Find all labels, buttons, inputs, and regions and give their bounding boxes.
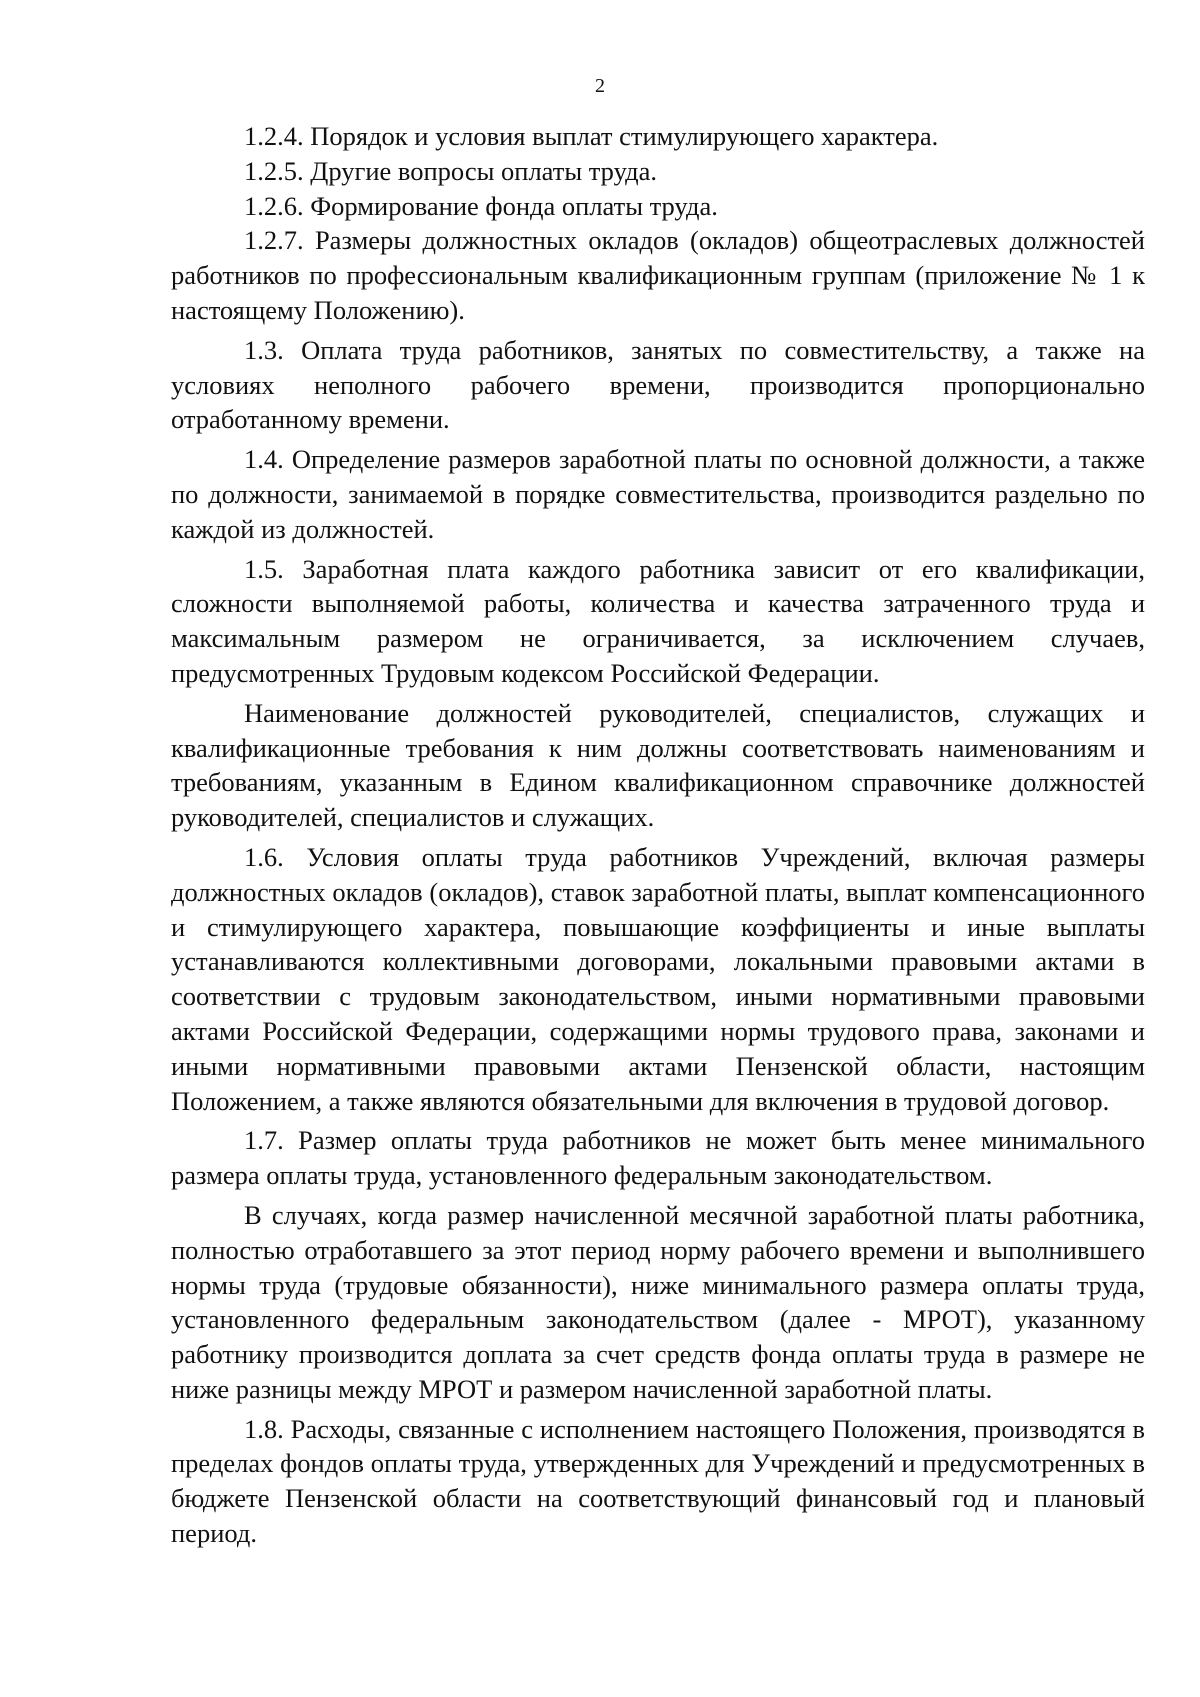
paragraph-1-2-7: 1.2.7. Размеры должностных окладов (окладов) общеотраслевых должностей работников по профессиональным квалификационным группам (приложение № 1 к настоящему Положению).	[171, 225, 1145, 325]
paragraph-1-8: 1.8. Расходы, связанные с исполнением настоящего Положения, производятся в пределах фондов оплаты труда, утвержденных для Учреждений и предусмотренных в бюджете Пензенской области на соответствующий финансовый год и плановый период.	[171, 1413, 1145, 1549]
paragraph-1-7: 1.7. Размер оплаты труда работников не может быть менее минимального размера оплаты труда, установленного федеральным законодательством.	[171, 1125, 1145, 1191]
paragraph-position-names: Наименование должностей руководителей, специалистов, служащих и квалификационные требования к ним должны соответствовать наименованиям и требованиям, указанным в Едином квалификационном справочнике должностей руководителей, специалистов и служащих.	[171, 697, 1145, 833]
paragraph-1-4: 1.4. Определение размеров заработной платы по основной должности, а также по должности, занимаемой в порядке совместительства, производится раздельно по каждой из должностей.	[171, 444, 1145, 544]
paragraph-1-2-5: 1.2.5. Другие вопросы оплаты труда.	[244, 155, 658, 186]
paragraph-1-2-6: 1.2.6. Формирование фонда оплаты труда.	[244, 190, 718, 221]
paragraph-1-6: 1.6. Условия оплаты труда работников Учреждений, включая размеры должностных окладов (окладов), ставок заработной платы, выплат компенсационного и стимулирующего характера, повышающие коэффициенты и иные выплаты устанавливаются коллективными договорами, локальными правовыми актами в соответствии с трудовым законодательством, иными нормативными правовыми актами Российской Федерации, содержащими нормы трудового права, законами и иными нормативными правовыми актами Пензенской области, настоящим Положением, а также являются обязательными для включения в трудовой договор.	[171, 841, 1145, 1116]
paragraph-1-3: 1.3. Оплата труда работников, занятых по совместительству, а также на условиях неполного рабочего времени, производится пропорционально отработанному времени.	[171, 334, 1145, 435]
paragraph-1-5: 1.5. Заработная плата каждого работника зависит от его квалификации, сложности выполняемой работы, количества и качества затраченного труда и максимальным размером не ограничивается, за исключением случаев, предусмотренных Трудовым кодексом Российской Федерации.	[171, 553, 1145, 688]
paragraph-1-2-4: 1.2.4. Порядок и условия выплат стимулирующего характера.	[244, 121, 939, 151]
paragraph-mrot: В случаях, когда размер начисленной месячной заработной платы работника, полностью отработавшего за этот период норму рабочего времени и выполнившего нормы труда (трудовые обязанности), ниже минимального размера оплаты труда, установленного федеральным законодательством (далее - МРОТ), указанному работнику производится доплата за счет средств фонда оплаты труда в размере не ниже разницы между МРОТ и размером начисленной заработной платы.	[171, 1199, 1145, 1404]
page-number: 2	[595, 75, 605, 97]
document-body	[171, 119, 1145, 1551]
